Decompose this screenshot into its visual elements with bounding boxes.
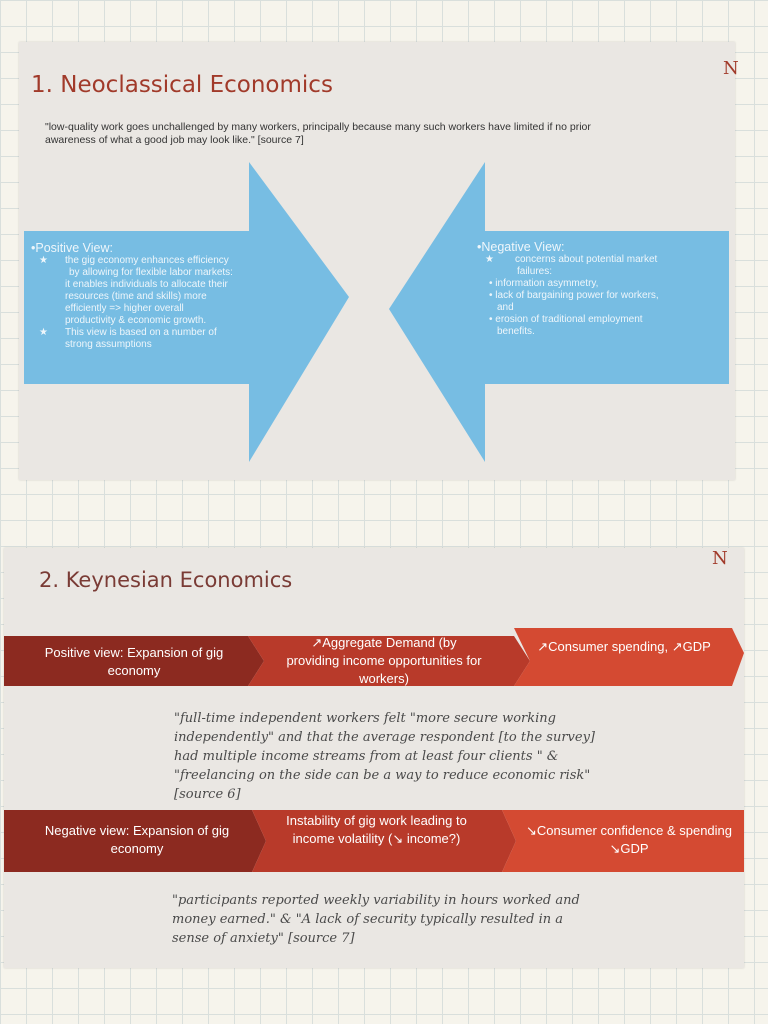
star-icon: ★ [39,327,48,338]
positive-view-heading: •Positive View: [31,241,113,255]
positive-line: This view is based on a number of [65,327,217,338]
slide-title: 2. Keynesian Economics [39,568,293,592]
corner-mark: N [723,58,739,79]
positive-line: it enables individuals to allocate their [65,279,228,290]
consumer-spending-cell: ↗Consumer spending, ↗GDP [537,639,711,654]
quote-positive: "full-time independent workers felt "more secure working independently" and that the average respondent [to the survey] had multiple income streams from at least four clients " & "freelancing on the side can be a way to reduce economic risk" [source 6] [174,711,595,802]
aggregate-demand-cell: ↗Aggregate Demand (by providing income opportunities for workers) [286,635,482,686]
positive-line: efficiently => higher overall [65,303,184,314]
negative-view-cell: Negative view: Expansion of gig economy [44,823,230,856]
slide-keynesian [4,548,744,968]
positive-line: productivity & economic growth. [65,315,207,326]
quote-negative: "participants reported weekly variability in hours worked and money earned." & "A lack of security typically resulted in a sense of anxiety" [source 7] [172,893,580,946]
negative-line: failures: [517,266,553,277]
bar-segment-3 [514,628,744,686]
negative-view-heading: •Negative View: [477,240,565,254]
negative-view-body [477,254,722,338]
negative-line: concerns about potential market [515,254,658,265]
star-icon: ★ [39,255,48,266]
negative-bullet: • information asymmetry, [489,278,599,289]
consumer-confidence-cell: ↘Consumer confidence & spending ↘GDP [525,823,732,856]
slide-neoclassical [19,42,739,480]
negative-view [477,240,722,338]
negative-bullet: benefits. [497,326,535,337]
positive-line: the gig economy enhances efficiency [65,255,229,266]
positive-view-cell: Positive view: Expansion of gig economy [44,645,224,678]
negative-bullet: and [497,302,514,313]
slide-title: 1. Neoclassical Economics [31,72,333,98]
quote-text: "low-quality work goes unchallenged by many workers, principally because many such workers have limited if no prior awareness of what a good job may look like." [source 7] [45,121,591,146]
income-volatility-cell: Instability of gig work leading to income volatility (↘ income?) [286,813,467,846]
positive-line: by allowing for flexible labor markets: [69,267,233,278]
negative-bullet: • erosion of traditional employment [489,314,643,325]
positive-line: resources (time and skills) more [65,291,207,302]
corner-mark: N [712,548,728,569]
positive-line: strong assumptions [65,339,152,350]
negative-bullet: • lack of bargaining power for workers, [489,290,659,301]
positive-view-body [31,255,281,351]
positive-view [31,241,281,351]
star-icon: ★ [485,254,494,265]
